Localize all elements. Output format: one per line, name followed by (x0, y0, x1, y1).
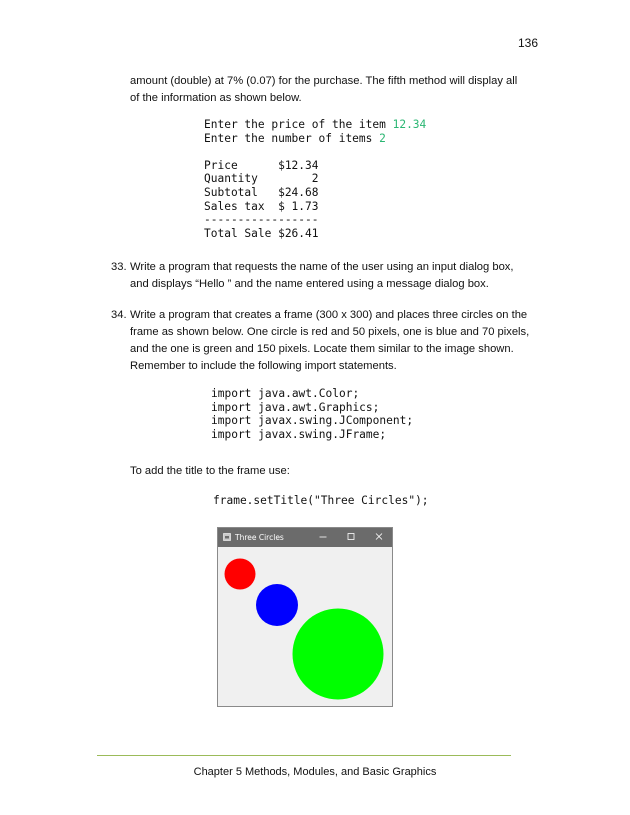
console-row-divider: ----------------- (204, 213, 319, 227)
set-title-line: frame.setTitle("Three Circles"); (213, 494, 429, 507)
window-titlebar[interactable] (218, 528, 392, 547)
item-34-line: Remember to include the following import statements. (130, 360, 397, 372)
canvas-area (218, 547, 392, 706)
red-circle (225, 559, 256, 590)
console-row-total: Total Sale $26.41 (204, 226, 319, 240)
console-row-quantity: Quantity 2 (204, 172, 319, 186)
page-number: 136 (517, 36, 538, 50)
console-line-price (204, 118, 426, 132)
import-line: import java.awt.Color; (211, 387, 360, 400)
footer-divider (97, 755, 511, 756)
blue-circle (256, 584, 298, 626)
intro-paragraph (130, 73, 517, 107)
console-output (204, 118, 426, 240)
console-row-subtotal: Subtotal $24.68 (204, 185, 319, 199)
item-33-number: 33. (111, 261, 127, 273)
item-34-number: 34. (111, 309, 127, 321)
item-34-text (130, 307, 529, 375)
intro-line: amount (double) at 7% (0.07) for the purchase. The fifth method will display all (130, 75, 518, 87)
import-line: import java.awt.Graphics; (211, 400, 380, 414)
green-circle (293, 609, 384, 700)
console-line-items (204, 132, 426, 146)
item-34-line: Write a program that creates a frame (300 x 300) and places three circles on the (130, 309, 528, 321)
set-title-code (213, 494, 429, 508)
item-34-line: and the one is green and 150 pixels. Locate them similar to the image shown. (130, 343, 514, 355)
item-33-line: and displays “Hello ” and the name entered using a message dialog box. (130, 278, 489, 290)
console-blank-line (204, 145, 426, 159)
item-34-line: frame as shown below. One circle is red and 50 pixels, one is blue and 70 pixels, (130, 326, 530, 338)
item-33-line: Write a program that requests the name of the user using an input dialog box, (130, 261, 514, 273)
item-33-text (130, 259, 514, 293)
intro-line: of the information as shown below. (130, 92, 302, 104)
items-prompt: Enter the number of items (204, 131, 380, 145)
import-line: import javax.swing.JFrame; (211, 427, 387, 441)
price-input: 12.34 (392, 118, 427, 131)
maximize-icon[interactable] (343, 530, 359, 544)
three-circles-window (217, 527, 393, 707)
title-instruction: To add the title to the frame use: (130, 465, 290, 477)
import-line: import javax.swing.JComponent; (211, 414, 414, 428)
close-icon[interactable] (371, 530, 387, 544)
console-row-price: Price $12.34 (204, 158, 319, 172)
window-title: Three Circles (235, 533, 284, 542)
minimize-icon[interactable] (315, 530, 331, 544)
java-cup-icon (223, 533, 231, 541)
import-statements (211, 387, 413, 441)
price-prompt: Enter the price of the item (204, 118, 393, 131)
items-input: 2 (379, 131, 386, 145)
footer-chapter-title: Chapter 5 Methods, Modules, and Basic Graphics (193, 766, 437, 778)
console-row-sales-tax: Sales tax $ 1.73 (204, 199, 319, 213)
